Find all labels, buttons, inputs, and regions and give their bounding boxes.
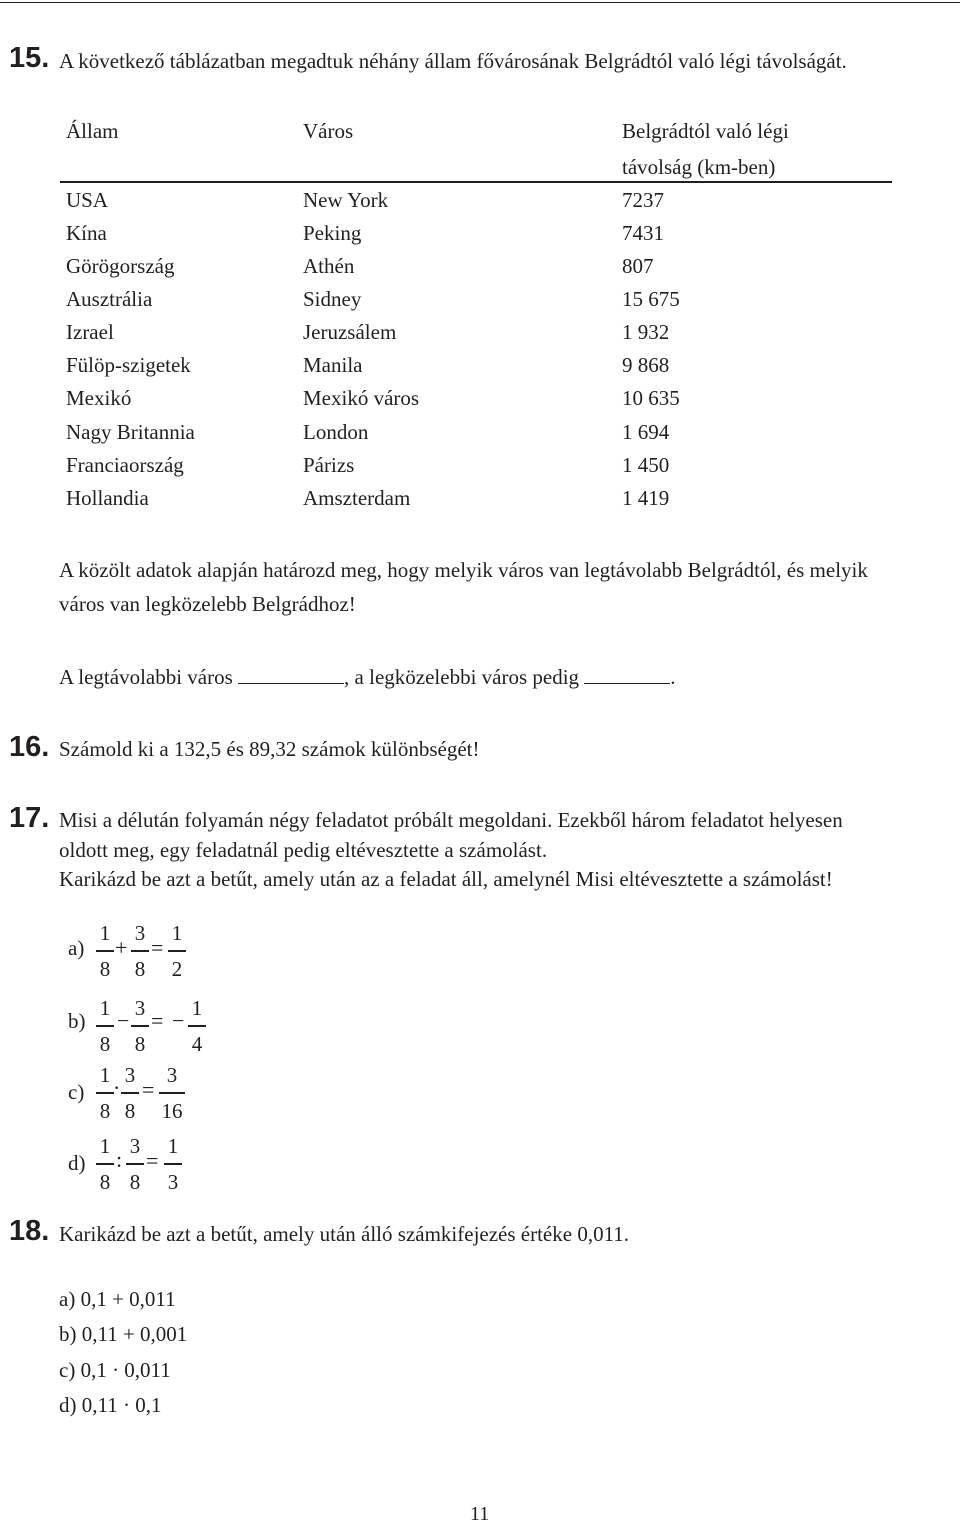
header-city: Város (303, 119, 354, 143)
fraction: 1 4 (188, 998, 206, 1055)
question-17-line2: oldott meg, egy feladatnál pedig eltévesztette a számolást. (59, 838, 548, 862)
question-17-line3: Karikázd be azt a betűt, amely után az a feladat áll, amelynél Misi eltévesztette a számolást! (59, 867, 833, 891)
equals-sign: = (146, 1148, 159, 1173)
answer-farthest-label: A legtávolabbi város (59, 665, 233, 689)
top-rule (0, 2, 960, 3)
question-15-instruction-line1: A közölt adatok alapján határozd meg, hogy melyik város van legtávolabb Belgrádtól, és melyik (59, 558, 868, 582)
table-cell: Mexikó város (303, 386, 420, 410)
fraction: 3 8 (126, 1136, 144, 1193)
table-cell: Fülöp-szigetek (66, 353, 191, 377)
equals-sign: = (142, 1077, 155, 1102)
table-cell: Kína (66, 221, 107, 245)
operator: − (117, 1008, 130, 1033)
header-rule (60, 181, 892, 183)
result-sign: − (172, 1008, 185, 1033)
table-cell: 1 419 (622, 486, 670, 510)
table-cell: Manila (303, 353, 363, 377)
table-cell: Ausztrália (66, 287, 153, 311)
fraction: 1 8 (96, 1065, 114, 1122)
table-cell: Athén (303, 254, 355, 278)
page-number: 11 (470, 1503, 490, 1525)
table-cell: Párizs (303, 453, 355, 477)
option-label[interactable]: c) (68, 1080, 85, 1104)
answer-nearest-blank[interactable] (584, 682, 670, 684)
table-cell: Peking (303, 221, 362, 245)
operator: · (113, 1075, 121, 1100)
question-16-text: Számold ki a 132,5 és 89,32 számok különbségét! (59, 737, 480, 761)
question-15-number: 15. (9, 42, 50, 74)
table-cell: Nagy Britannia (66, 420, 195, 444)
table-cell: USA (66, 188, 109, 212)
question-17-line1: Misi a délután folyamán négy feladatot próbált megoldani. Ezekből három feladatot helyesen (59, 808, 843, 832)
table-cell: Mexikó (66, 386, 132, 410)
option-label[interactable]: b) (68, 1009, 86, 1033)
fraction: 1 2 (168, 923, 186, 980)
table-cell: 10 635 (622, 386, 680, 410)
question-18-option-a[interactable]: a) 0,1 + 0,011 (59, 1287, 176, 1311)
table-cell: Görögország (66, 254, 175, 278)
question-18-option-d[interactable]: d) 0,11 · 0,1 (59, 1393, 162, 1417)
table-cell: 9 868 (622, 353, 670, 377)
question-18-text: Karikázd be azt a betűt, amely után álló számkifejezés értéke 0,011. (59, 1222, 630, 1246)
fraction: 3 8 (131, 998, 149, 1055)
answer-nearest-label: , a legközelebbi város pedig (344, 665, 580, 689)
question-15-answer-line (59, 665, 676, 690)
fraction: 3 16 (159, 1065, 185, 1122)
fraction: 1 8 (96, 923, 114, 980)
answer-farthest-blank[interactable] (238, 682, 344, 684)
table-cell: Sidney (303, 287, 362, 311)
header-distance-line2: távolság (km-ben) (622, 155, 776, 179)
question-17-number: 17. (9, 802, 50, 834)
fraction: 1 8 (96, 1136, 114, 1193)
table-cell: 1 932 (622, 320, 670, 344)
option-label[interactable]: a) (68, 936, 85, 960)
table-cell: 807 (622, 254, 654, 278)
question-15-text: A következő táblázatban megadtuk néhány állam fővárosának Belgrádtól való légi távolságát. (59, 49, 847, 73)
fraction: 1 8 (96, 998, 114, 1055)
option-label[interactable]: d) (68, 1151, 86, 1175)
equals-sign: = (151, 1008, 164, 1033)
table-cell: Franciaország (66, 453, 184, 477)
operator: : (116, 1147, 123, 1172)
table-cell: 7431 (622, 221, 664, 245)
table-cell: Amszterdam (303, 486, 411, 510)
fraction: 3 8 (131, 923, 149, 980)
fraction: 3 8 (121, 1065, 139, 1122)
question-18-option-c[interactable]: c) 0,1 · 0,011 (59, 1358, 171, 1382)
table-cell: 15 675 (622, 287, 680, 311)
table-cell: Hollandia (66, 486, 149, 510)
question-18-number: 18. (9, 1215, 50, 1247)
table-cell: London (303, 420, 369, 444)
question-15-instruction-line2: város van legközelebb Belgrádhoz! (59, 592, 356, 616)
header-distance-line1: Belgrádtól való légi (622, 119, 789, 143)
operator: + (115, 935, 128, 960)
question-16-number: 16. (9, 731, 50, 763)
table-cell: 1 450 (622, 453, 670, 477)
answer-period: . (670, 665, 676, 689)
table-cell: Izrael (66, 320, 114, 344)
table-cell: Jeruzsálem (303, 320, 397, 344)
table-cell: New York (303, 188, 389, 212)
fraction: 1 3 (164, 1136, 182, 1193)
header-state: Állam (66, 119, 119, 143)
table-cell: 1 694 (622, 420, 670, 444)
question-18-option-b[interactable]: b) 0,11 + 0,001 (59, 1322, 188, 1346)
table-cell: 7237 (622, 188, 664, 212)
equals-sign: = (151, 935, 164, 960)
